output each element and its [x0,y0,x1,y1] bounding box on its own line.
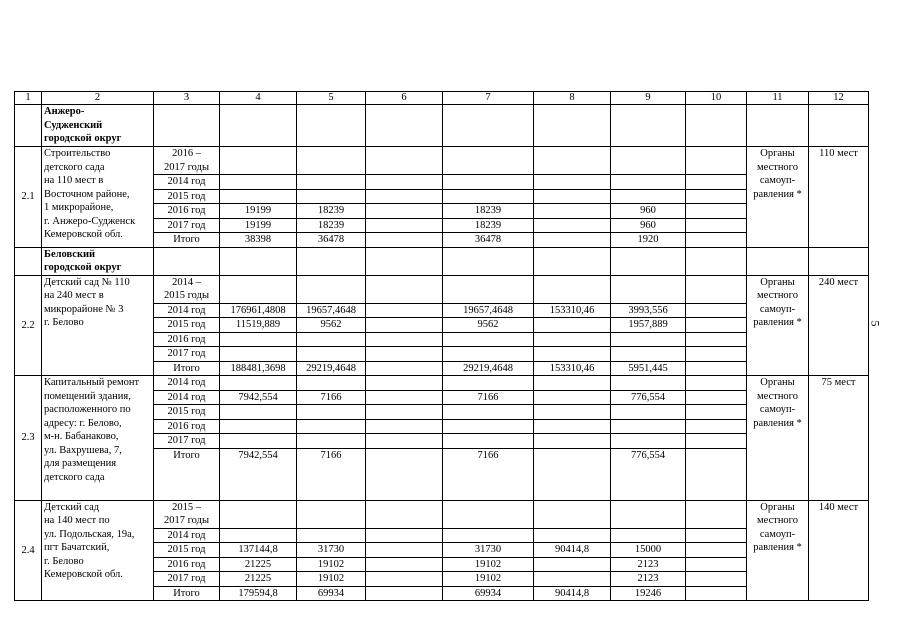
column-header: 10 [686,92,747,105]
total-cost-cell: 176961,4808 [220,303,297,318]
capacity-cell: 75 мест [809,376,869,501]
total-cost-cell [220,275,297,303]
col8-cell [534,448,611,500]
total-cost-cell: 38398 [220,233,297,248]
col10-cell [686,218,747,233]
program-table [14,91,869,601]
col7-cell: 29219,4648 [443,361,534,376]
col6-cell [366,218,443,233]
col10-cell [686,204,747,219]
col9-cell: 2123 [611,572,686,587]
col9-cell: 5951,445 [611,361,686,376]
col7-cell [443,419,534,434]
table-body [15,92,869,601]
col9-cell: 1920 [611,233,686,248]
col10-cell [686,318,747,333]
col5-cell: 9562 [297,318,366,333]
total-cost-cell: 21225 [220,572,297,587]
empty-cell [297,247,366,275]
col10-cell [686,557,747,572]
col9-cell: 776,554 [611,448,686,500]
total-cost-cell [220,419,297,434]
col9-cell [611,434,686,449]
col7-cell: 19102 [443,572,534,587]
col6-cell [366,572,443,587]
col10-cell [686,233,747,248]
empty-cell [15,105,42,147]
period-cell: 2017 год [154,218,220,233]
empty-cell [747,105,809,147]
empty-cell [686,105,747,147]
col6-cell [366,448,443,500]
total-cost-cell [220,332,297,347]
col5-cell: 69934 [297,586,366,601]
col8-cell [534,500,611,528]
col5-cell [297,376,366,391]
object-name: Строительство детского сада на 110 мест в Восточном районе, 1 микрорайоне, г. Анжеро-Судженск Кемеровской обл. [42,147,154,248]
column-header: 8 [534,92,611,105]
total-cost-cell: 11519,889 [220,318,297,333]
period-cell: 2015 год [154,189,220,204]
col5-cell: 18239 [297,204,366,219]
col9-cell [611,175,686,190]
total-cost-cell: 7942,554 [220,448,297,500]
column-header: 9 [611,92,686,105]
col7-cell [443,376,534,391]
total-cost-cell [220,405,297,420]
col8-cell [534,218,611,233]
period-cell: Итого [154,448,220,500]
col6-cell [366,405,443,420]
col9-cell: 1957,889 [611,318,686,333]
col5-cell: 18239 [297,218,366,233]
period-cell: 2015 год [154,318,220,333]
col9-cell [611,419,686,434]
col8-cell [534,572,611,587]
col9-cell: 776,554 [611,390,686,405]
empty-cell [809,105,869,147]
col8-cell: 90414,8 [534,586,611,601]
total-cost-cell [220,175,297,190]
capacity-cell: 110 мест [809,147,869,248]
period-cell: 2016 – 2017 годы [154,147,220,175]
total-cost-cell [220,500,297,528]
column-header: 12 [809,92,869,105]
col8-cell [534,528,611,543]
col10-cell [686,419,747,434]
column-header: 4 [220,92,297,105]
col5-cell [297,500,366,528]
col8-cell [534,390,611,405]
total-cost-cell: 188481,3698 [220,361,297,376]
col8-cell [534,419,611,434]
col6-cell [366,528,443,543]
empty-cell [220,105,297,147]
col6-cell [366,189,443,204]
col5-cell [297,189,366,204]
col10-cell [686,332,747,347]
col6-cell [366,419,443,434]
col7-cell: 18239 [443,218,534,233]
empty-cell [366,247,443,275]
col10-cell [686,189,747,204]
total-cost-cell [220,528,297,543]
capacity-cell: 140 мест [809,500,869,601]
col6-cell [366,204,443,219]
period-cell: 2015 – 2017 годы [154,500,220,528]
col7-cell: 9562 [443,318,534,333]
col7-cell [443,405,534,420]
object-name: Детский сад на 140 мест по ул. Подольская, 19а, пгт Бачатский, г. Белово Кемеровской обл. [42,500,154,601]
col6-cell [366,275,443,303]
col10-cell [686,405,747,420]
col6-cell [366,543,443,558]
col5-cell [297,434,366,449]
total-cost-cell [220,376,297,391]
empty-cell [366,105,443,147]
col6-cell [366,332,443,347]
col6-cell [366,434,443,449]
col7-cell [443,528,534,543]
empty-cell [809,247,869,275]
col5-cell [297,528,366,543]
col9-cell [611,275,686,303]
row-number: 2.2 [15,275,42,376]
table-row [15,147,869,175]
col9-cell [611,405,686,420]
col5-cell [297,405,366,420]
period-cell: 2016 год [154,332,220,347]
col8-cell [534,175,611,190]
total-cost-cell: 7942,554 [220,390,297,405]
col9-cell [611,189,686,204]
col8-cell [534,275,611,303]
group-title: Беловский городской округ [42,247,154,275]
empty-cell [297,105,366,147]
col8-cell: 153310,46 [534,303,611,318]
col6-cell [366,175,443,190]
col7-cell [443,434,534,449]
col5-cell [297,419,366,434]
column-header: 1 [15,92,42,105]
col6-cell [366,147,443,175]
total-cost-cell [220,347,297,362]
total-cost-cell: 21225 [220,557,297,572]
total-cost-cell [220,434,297,449]
table-row [15,376,869,391]
empty-cell [686,247,747,275]
period-cell: 2014 – 2015 годы [154,275,220,303]
col8-cell [534,557,611,572]
col8-cell [534,332,611,347]
period-cell: 2014 год [154,376,220,391]
col9-cell: 960 [611,218,686,233]
col7-cell [443,332,534,347]
col10-cell [686,572,747,587]
capacity-cell: 240 мест [809,275,869,376]
col5-cell [297,275,366,303]
empty-cell [534,247,611,275]
empty-cell [611,247,686,275]
period-cell: 2014 год [154,390,220,405]
col10-cell [686,347,747,362]
empty-cell [443,105,534,147]
column-header: 6 [366,92,443,105]
col6-cell [366,557,443,572]
column-header: 11 [747,92,809,105]
empty-cell [611,105,686,147]
col7-cell: 7166 [443,448,534,500]
period-cell: 2015 год [154,543,220,558]
table-row [15,275,869,303]
col5-cell [297,175,366,190]
group-title: Анжеро- Судженский городской округ [42,105,154,147]
col6-cell [366,390,443,405]
col8-cell [534,189,611,204]
page-number: 5 [868,320,883,327]
col8-cell [534,233,611,248]
col7-cell: 69934 [443,586,534,601]
col10-cell [686,376,747,391]
organization-cell: Органы местного самоуп- равления * [747,275,809,376]
col5-cell: 19102 [297,557,366,572]
row-number: 2.4 [15,500,42,601]
empty-cell [534,105,611,147]
group-header-row [15,247,869,275]
period-cell: 2016 год [154,557,220,572]
total-cost-cell: 137144,8 [220,543,297,558]
col8-cell [534,347,611,362]
col5-cell: 19102 [297,572,366,587]
col10-cell [686,303,747,318]
col9-cell [611,500,686,528]
col5-cell: 7166 [297,390,366,405]
col8-cell [534,434,611,449]
col8-cell [534,204,611,219]
period-cell: Итого [154,361,220,376]
empty-cell [220,247,297,275]
col5-cell: 31730 [297,543,366,558]
col7-cell: 19102 [443,557,534,572]
col9-cell: 960 [611,204,686,219]
col9-cell: 15000 [611,543,686,558]
col8-cell: 153310,46 [534,361,611,376]
col9-cell: 3993,556 [611,303,686,318]
column-header: 3 [154,92,220,105]
col9-cell [611,347,686,362]
period-cell: 2014 год [154,303,220,318]
period-cell: 2014 год [154,175,220,190]
object-name: Капитальный ремонт помещений здания, расположенного по адресу: г. Белово, м-н. Бабанаково, ул. Вахрушева, 7, для размещения детского сада [42,376,154,501]
column-header: 2 [42,92,154,105]
col6-cell [366,586,443,601]
period-cell: 2017 год [154,572,220,587]
object-name: Детский сад № 110 на 240 мест в микрорайоне № 3 г. Белово [42,275,154,376]
col7-cell: 36478 [443,233,534,248]
col8-cell [534,376,611,391]
col5-cell: 7166 [297,448,366,500]
column-header: 5 [297,92,366,105]
total-cost-cell [220,147,297,175]
group-header-row [15,105,869,147]
col6-cell [366,303,443,318]
organization-cell: Органы местного самоуп- равления * [747,500,809,601]
col7-cell [443,189,534,204]
col7-cell [443,175,534,190]
col6-cell [366,318,443,333]
period-cell: 2017 год [154,434,220,449]
col7-cell: 31730 [443,543,534,558]
col7-cell [443,500,534,528]
col5-cell [297,147,366,175]
col6-cell [366,347,443,362]
col8-cell [534,318,611,333]
col5-cell: 19657,4648 [297,303,366,318]
col9-cell [611,376,686,391]
col5-cell [297,347,366,362]
col10-cell [686,275,747,303]
col8-cell [534,405,611,420]
empty-cell [15,247,42,275]
col7-cell: 7166 [443,390,534,405]
period-cell: 2016 год [154,419,220,434]
row-number: 2.3 [15,376,42,501]
table-row [15,500,869,528]
col6-cell [366,233,443,248]
empty-cell [443,247,534,275]
col9-cell [611,528,686,543]
col6-cell [366,361,443,376]
col8-cell [534,147,611,175]
column-number-row [15,92,869,105]
col9-cell [611,147,686,175]
total-cost-cell [220,189,297,204]
empty-cell [154,247,220,275]
col9-cell: 2123 [611,557,686,572]
period-cell: Итого [154,586,220,601]
col9-cell: 19246 [611,586,686,601]
empty-cell [154,105,220,147]
col10-cell [686,147,747,175]
col8-cell: 90414,8 [534,543,611,558]
total-cost-cell: 19199 [220,218,297,233]
col5-cell [297,332,366,347]
row-number: 2.1 [15,147,42,248]
col10-cell [686,361,747,376]
col10-cell [686,543,747,558]
col10-cell [686,500,747,528]
col7-cell [443,347,534,362]
period-cell: Итого [154,233,220,248]
period-cell: 2014 год [154,528,220,543]
col10-cell [686,528,747,543]
col10-cell [686,586,747,601]
col9-cell [611,332,686,347]
column-header: 7 [443,92,534,105]
col5-cell: 29219,4648 [297,361,366,376]
col7-cell: 18239 [443,204,534,219]
col10-cell [686,390,747,405]
col10-cell [686,175,747,190]
period-cell: 2016 год [154,204,220,219]
col5-cell: 36478 [297,233,366,248]
organization-cell: Органы местного самоуп- равления * [747,147,809,248]
col6-cell [366,376,443,391]
organization-cell: Органы местного самоуп- равления * [747,376,809,501]
col7-cell [443,275,534,303]
col10-cell [686,448,747,500]
empty-cell [747,247,809,275]
col7-cell: 19657,4648 [443,303,534,318]
col10-cell [686,434,747,449]
total-cost-cell: 19199 [220,204,297,219]
period-cell: 2017 год [154,347,220,362]
total-cost-cell: 179594,8 [220,586,297,601]
col7-cell [443,147,534,175]
period-cell: 2015 год [154,405,220,420]
col6-cell [366,500,443,528]
